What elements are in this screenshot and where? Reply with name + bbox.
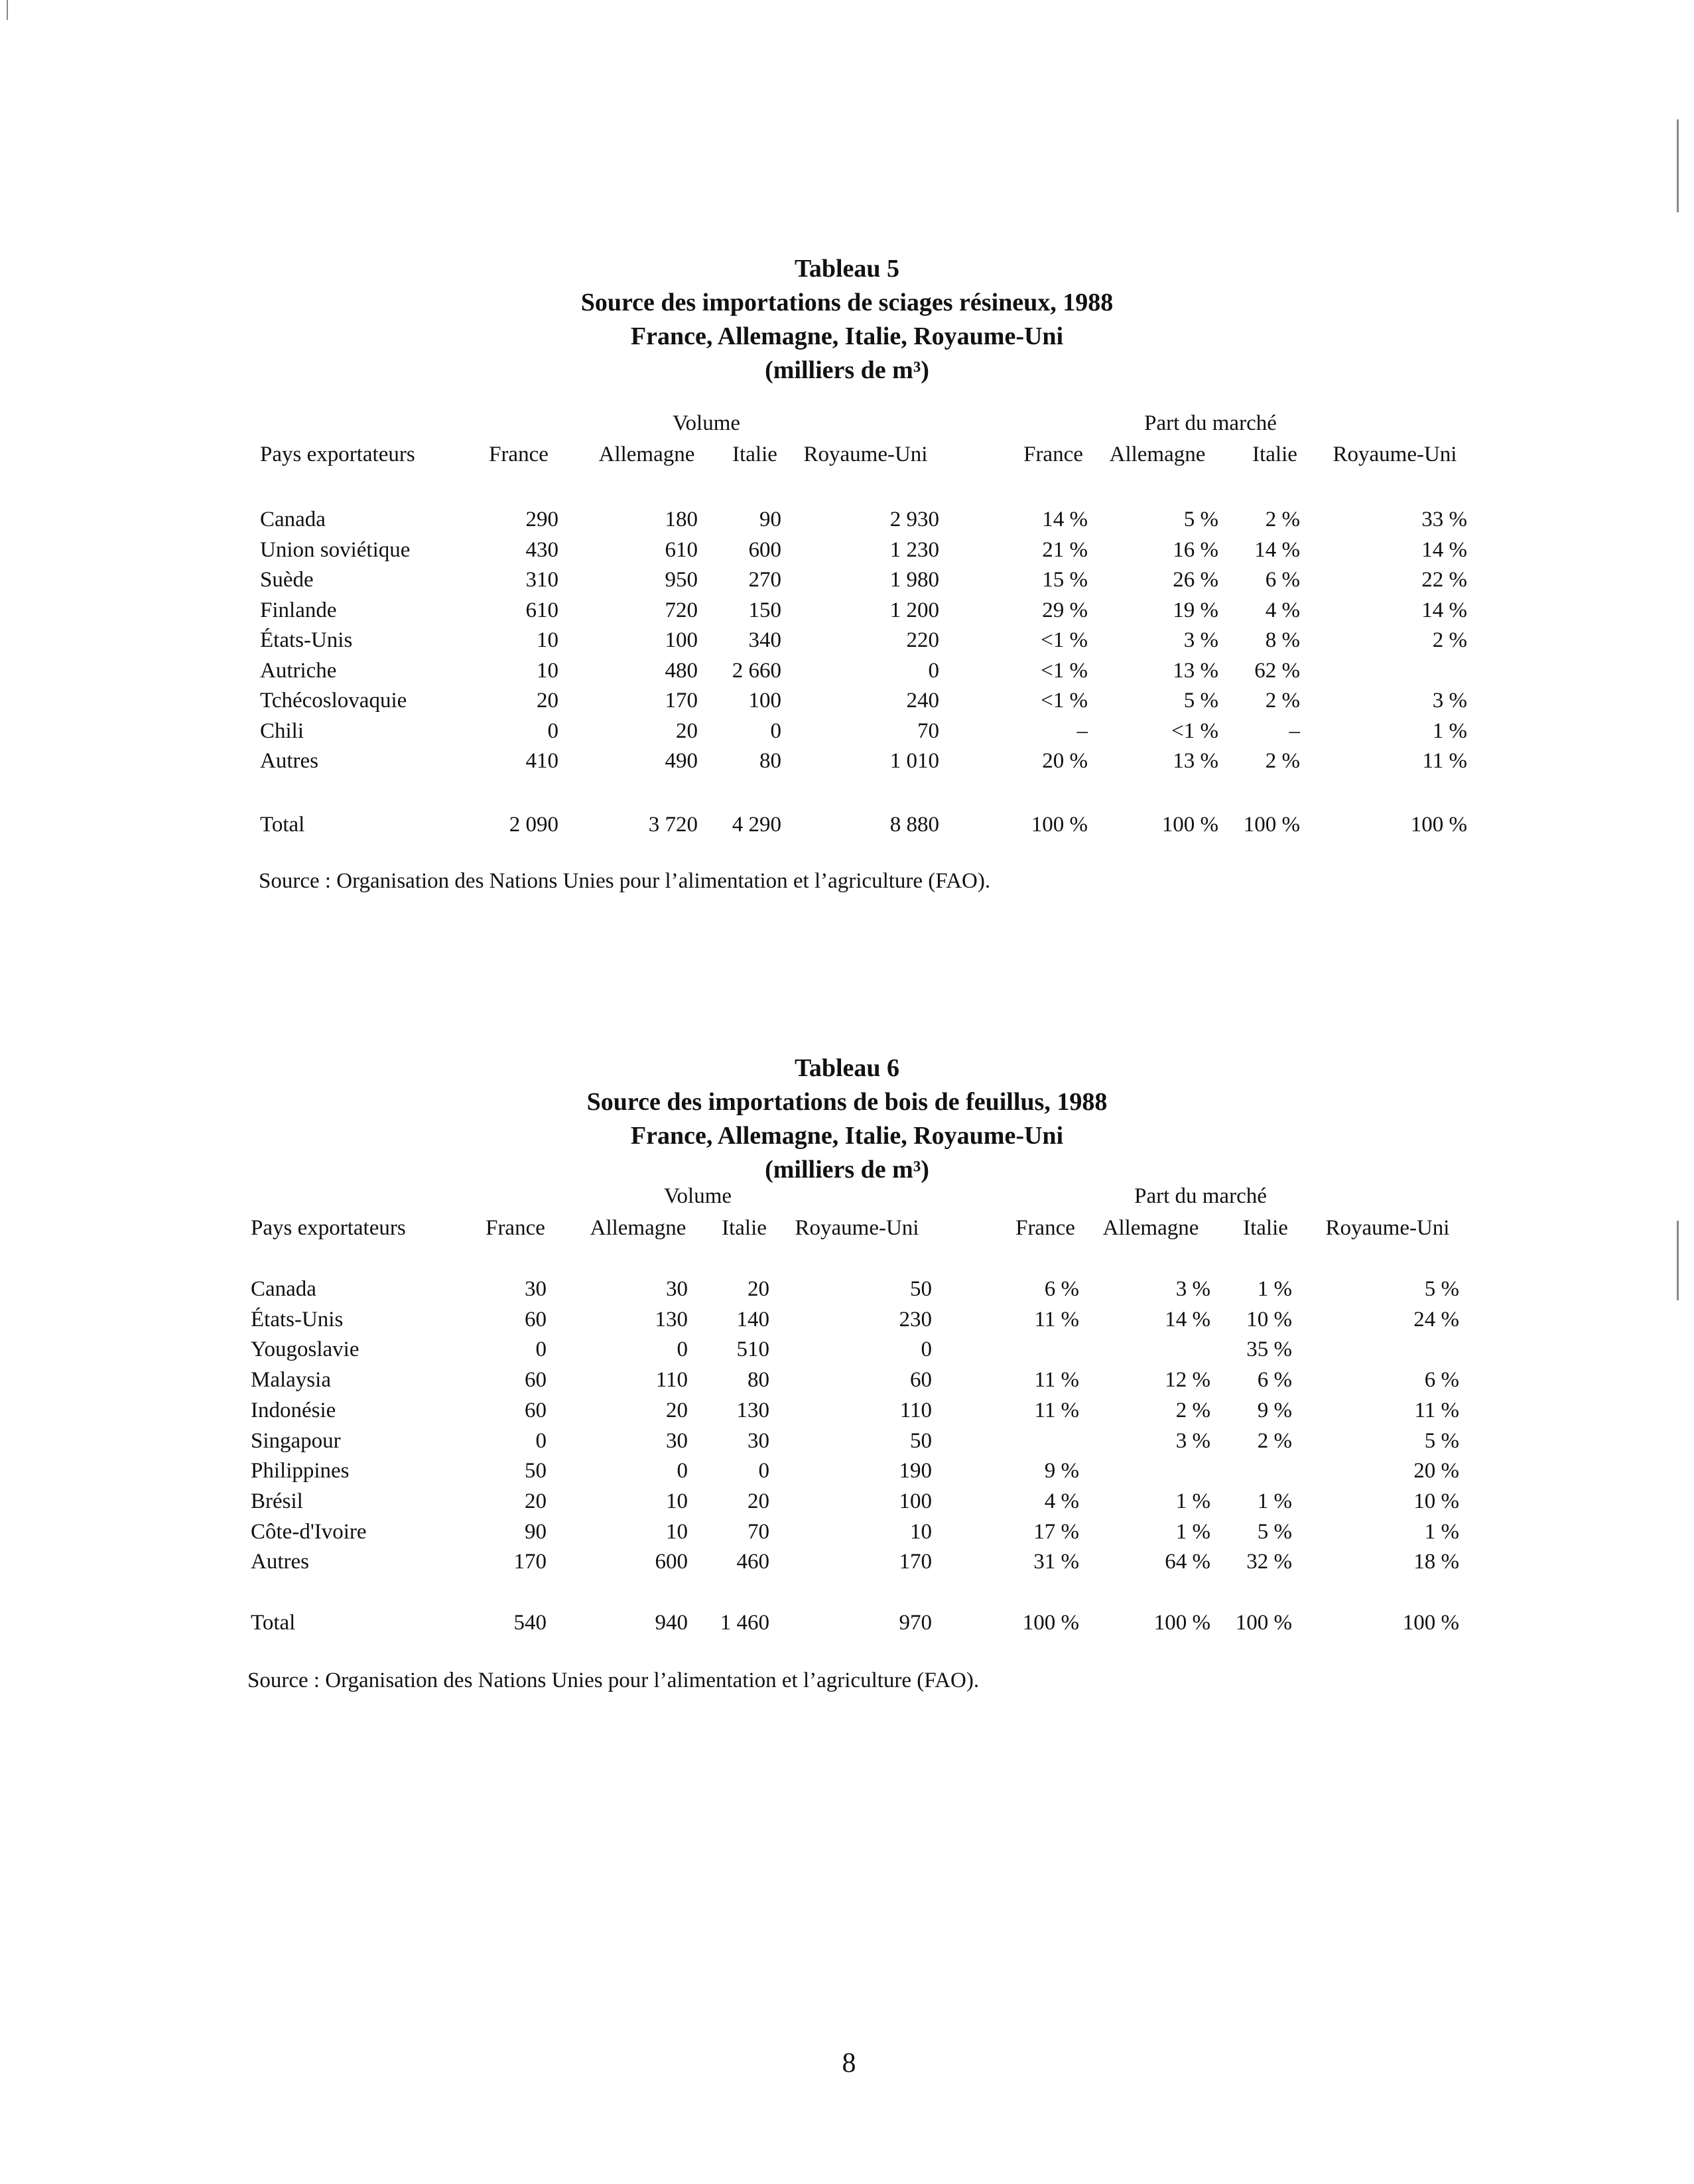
column-header: Royaume-Uni xyxy=(795,1216,919,1240)
row-value: 11 % xyxy=(1034,1368,1079,1393)
row-value: 11 % xyxy=(1422,749,1467,773)
row-value: <1 % xyxy=(1171,718,1218,743)
column-header: France xyxy=(1015,1216,1075,1240)
row-value: 150 xyxy=(748,598,781,622)
row-value: 30 xyxy=(525,1277,547,1301)
row-value: 3 720 xyxy=(648,813,698,837)
row-value: 0 xyxy=(535,1337,547,1362)
row-value: 21 % xyxy=(1042,537,1088,562)
row-value: 60 xyxy=(525,1368,547,1393)
row-value: 270 xyxy=(748,568,781,592)
row-value: 14 % xyxy=(1165,1307,1210,1331)
row-value: 32 % xyxy=(1246,1550,1292,1574)
row-value: 50 xyxy=(910,1277,932,1301)
row-value: 20 % xyxy=(1413,1459,1459,1483)
table-6-title xyxy=(0,1052,1694,1187)
row-value: 100 % xyxy=(1402,1611,1459,1635)
row-country: Autriche xyxy=(260,658,337,683)
row-value: 2 930 xyxy=(889,508,939,531)
row-country: Finlande xyxy=(260,598,337,622)
row-value: 20 % xyxy=(1042,749,1088,773)
row-value: 600 xyxy=(655,1550,688,1574)
row-country: Brésil xyxy=(251,1489,303,1513)
row-value: 20 xyxy=(676,718,698,743)
row-value: 70 xyxy=(917,718,939,743)
row-value: <1 % xyxy=(1041,658,1088,683)
row-value: 30 xyxy=(666,1277,688,1301)
row-value: 490 xyxy=(665,749,698,773)
row-value: 10 xyxy=(666,1519,688,1544)
column-header: Royaume-Uni xyxy=(1333,443,1457,466)
table-5-title xyxy=(0,252,1694,387)
row-value: 26 % xyxy=(1173,568,1218,592)
row-value: 30 xyxy=(666,1428,688,1453)
row-value: 0 xyxy=(535,1428,547,1453)
row-value: 33 % xyxy=(1421,508,1467,531)
row-value: 20 xyxy=(748,1489,769,1513)
row-value: 600 xyxy=(748,537,781,562)
row-value: 1 % xyxy=(1424,1519,1459,1544)
row-value: 16 % xyxy=(1173,537,1218,562)
row-value: 310 xyxy=(525,568,558,592)
group-header: Part du marché xyxy=(1134,1184,1267,1208)
row-value: 18 % xyxy=(1413,1550,1459,1574)
row-value: 17 % xyxy=(1033,1519,1079,1544)
row-value: 1 200 xyxy=(889,598,939,622)
row-value: 70 xyxy=(748,1519,769,1544)
row-value: 4 290 xyxy=(732,813,781,837)
row-country: États-Unis xyxy=(251,1307,344,1331)
row-value: 9 % xyxy=(1044,1459,1079,1483)
table-5-title-line-4: (milliers de m³) xyxy=(765,356,929,384)
row-value: 170 xyxy=(899,1550,932,1574)
column-header: Pays exportateurs xyxy=(251,1216,406,1240)
row-value: 3 % xyxy=(1432,689,1467,713)
column-header: Allemagne xyxy=(1102,1216,1199,1240)
column-header: France xyxy=(489,443,549,466)
row-value: 5 % xyxy=(1183,689,1218,713)
row-value: <1 % xyxy=(1041,689,1088,713)
row-value: 230 xyxy=(899,1307,932,1331)
row-value: 100 % xyxy=(1235,1611,1292,1635)
table-6-title-line-4: (milliers de m³) xyxy=(765,1156,929,1184)
row-value: 20 xyxy=(537,689,558,713)
row-value: 5 % xyxy=(1257,1519,1292,1544)
row-value: 10 xyxy=(537,628,558,652)
column-header: France xyxy=(1023,443,1083,466)
row-value: 19 % xyxy=(1173,598,1218,622)
row-country: Singapour xyxy=(251,1428,341,1453)
row-value: 10 xyxy=(666,1489,688,1513)
group-header: Part du marché xyxy=(1144,411,1277,435)
row-value: 14 % xyxy=(1254,537,1300,562)
row-value: 1 230 xyxy=(889,537,939,562)
row-value: 14 % xyxy=(1421,537,1467,562)
row-value: 22 % xyxy=(1421,568,1467,592)
row-country: États-Unis xyxy=(260,628,353,652)
row-country: Total xyxy=(251,1611,296,1635)
row-value: 0 xyxy=(921,1337,932,1362)
row-value: 190 xyxy=(899,1459,932,1483)
row-value: 14 % xyxy=(1421,598,1467,622)
row-value: 100 xyxy=(665,628,698,652)
row-value: 60 xyxy=(525,1398,547,1422)
row-value: 60 xyxy=(910,1368,932,1393)
row-country: Union soviétique xyxy=(260,537,411,562)
row-value: 1 % xyxy=(1257,1277,1292,1301)
row-value: 170 xyxy=(513,1550,547,1574)
table-6-title-line-2: Source des importations de bois de feuillus, 1988 xyxy=(586,1088,1108,1116)
row-country: Canada xyxy=(251,1277,316,1301)
row-value: 2 % xyxy=(1265,749,1300,773)
row-value: 100 % xyxy=(1153,1611,1210,1635)
row-value: 20 xyxy=(748,1277,769,1301)
table-6-title-line-1: Tableau 6 xyxy=(794,1054,900,1082)
table-6-source: Source : Organisation des Nations Unies pour l’alimentation et l’agriculture (FAO). xyxy=(247,1669,980,1692)
row-value: 13 % xyxy=(1173,749,1218,773)
row-value: 130 xyxy=(655,1307,688,1331)
row-value: 2 % xyxy=(1265,508,1300,531)
row-value: 11 % xyxy=(1414,1398,1459,1422)
row-country: Suède xyxy=(260,568,314,592)
row-value: 340 xyxy=(748,628,781,652)
row-value: 2 660 xyxy=(732,658,781,683)
group-header: Volume xyxy=(672,411,741,435)
row-value: 11 % xyxy=(1034,1398,1079,1422)
row-value: 6 % xyxy=(1044,1277,1079,1301)
table-5-title-line-2: Source des importations de sciages résineux, 1988 xyxy=(580,289,1114,316)
row-value: 50 xyxy=(910,1428,932,1453)
row-country: Yougoslavie xyxy=(251,1337,359,1362)
row-value: 13 % xyxy=(1173,658,1218,683)
row-value: 30 xyxy=(748,1428,769,1453)
row-value: 5 % xyxy=(1424,1277,1459,1301)
table-5-title-line-3: France, Allemagne, Italie, Royaume-Uni xyxy=(630,322,1064,350)
row-value: 480 xyxy=(665,658,698,683)
table-5-title-line-1: Tableau 5 xyxy=(794,255,900,283)
row-value: 0 xyxy=(758,1459,769,1483)
row-value: – xyxy=(1289,718,1300,743)
row-value: 940 xyxy=(655,1611,688,1635)
row-value: 20 xyxy=(525,1489,547,1513)
row-value: 4 % xyxy=(1044,1489,1079,1513)
row-value: 110 xyxy=(899,1398,932,1422)
row-value: 1 % xyxy=(1175,1489,1210,1513)
row-value: 100 % xyxy=(1031,813,1088,837)
row-value: 12 % xyxy=(1165,1368,1210,1393)
row-value: 100 % xyxy=(1022,1611,1079,1635)
row-value: 3 % xyxy=(1175,1428,1210,1453)
row-value: <1 % xyxy=(1041,628,1088,652)
row-value: 6 % xyxy=(1424,1368,1459,1393)
row-value: 970 xyxy=(899,1611,932,1635)
row-value: 10 % xyxy=(1413,1489,1459,1513)
column-header: Royaume-Uni xyxy=(803,443,928,466)
column-header: Italie xyxy=(1243,1216,1288,1240)
row-country: Canada xyxy=(260,508,326,531)
row-value: 130 xyxy=(736,1398,769,1422)
scan-edge-mark xyxy=(1677,119,1679,212)
row-value: 290 xyxy=(525,508,558,531)
row-country: Indonésie xyxy=(251,1398,336,1422)
row-value: 2 090 xyxy=(509,813,558,837)
row-value: 90 xyxy=(525,1519,547,1544)
row-value: 720 xyxy=(665,598,698,622)
column-header: Royaume-Uni xyxy=(1325,1216,1450,1240)
row-value: 20 xyxy=(666,1398,688,1422)
row-country: Tchécoslovaquie xyxy=(260,689,407,713)
row-value: 90 xyxy=(759,508,781,531)
row-value: 6 % xyxy=(1257,1368,1292,1393)
row-value: 110 xyxy=(655,1368,688,1393)
row-value: 100 % xyxy=(1161,813,1218,837)
row-value: 2 % xyxy=(1257,1428,1292,1453)
row-value: 2 % xyxy=(1175,1398,1210,1422)
column-header: Allemagne xyxy=(590,1216,686,1240)
column-header: Italie xyxy=(722,1216,767,1240)
row-value: 15 % xyxy=(1042,568,1088,592)
row-value: 4 % xyxy=(1265,598,1300,622)
row-value: 410 xyxy=(525,749,558,773)
column-header: Pays exportateurs xyxy=(260,443,415,466)
row-value: 540 xyxy=(513,1611,547,1635)
column-header: Allemagne xyxy=(1109,443,1206,466)
group-header: Volume xyxy=(663,1184,732,1208)
row-value: 9 % xyxy=(1257,1398,1292,1422)
row-value: 0 xyxy=(677,1459,688,1483)
row-value: 10 % xyxy=(1246,1307,1292,1331)
column-header: Italie xyxy=(1252,443,1297,466)
row-value: 0 xyxy=(928,658,939,683)
row-value: 11 % xyxy=(1034,1307,1079,1331)
row-value: 62 % xyxy=(1254,658,1300,683)
row-value: 430 xyxy=(525,537,558,562)
row-value: 170 xyxy=(665,689,698,713)
row-value: 1 980 xyxy=(889,568,939,592)
row-value: 2 % xyxy=(1432,628,1467,652)
row-value: 1 460 xyxy=(720,1611,769,1635)
scan-edge-mark xyxy=(7,0,8,20)
row-country: Côte-d'Ivoire xyxy=(251,1519,367,1544)
row-value: 220 xyxy=(906,628,939,652)
row-country: Autres xyxy=(251,1550,309,1574)
row-value: 180 xyxy=(665,508,698,531)
row-country: Autres xyxy=(260,749,318,773)
row-country: Malaysia xyxy=(251,1368,331,1393)
row-value: 1 % xyxy=(1432,718,1467,743)
row-value: 0 xyxy=(677,1337,688,1362)
row-country: Chili xyxy=(260,718,304,743)
row-value: 10 xyxy=(910,1519,932,1544)
row-value: 10 xyxy=(537,658,558,683)
row-value: 5 % xyxy=(1424,1428,1459,1453)
row-value: 8 % xyxy=(1265,628,1300,652)
row-value: 29 % xyxy=(1042,598,1088,622)
row-value: 24 % xyxy=(1413,1307,1459,1331)
row-value: 140 xyxy=(736,1307,769,1331)
row-value: 100 xyxy=(899,1489,932,1513)
row-value: 0 xyxy=(547,718,558,743)
row-value: 80 xyxy=(759,749,781,773)
row-value: 64 % xyxy=(1165,1550,1210,1574)
row-value: 3 % xyxy=(1175,1277,1210,1301)
row-value: – xyxy=(1076,718,1088,743)
table-5-source: Source : Organisation des Nations Unies pour l’alimentation et l’agriculture (FAO). xyxy=(259,869,991,893)
row-value: 31 % xyxy=(1033,1550,1079,1574)
row-value: 1 010 xyxy=(889,749,939,773)
row-value: 8 880 xyxy=(889,813,939,837)
page-number: 8 xyxy=(842,2048,856,2079)
row-value: 610 xyxy=(665,537,698,562)
row-value: 100 % xyxy=(1243,813,1300,837)
row-value: 1 % xyxy=(1257,1489,1292,1513)
column-header: Allemagne xyxy=(598,443,695,466)
row-value: 50 xyxy=(525,1459,547,1483)
row-value: 3 % xyxy=(1183,628,1218,652)
row-value: 35 % xyxy=(1246,1337,1292,1362)
row-value: 240 xyxy=(906,689,939,713)
row-value: 14 % xyxy=(1042,508,1088,531)
row-value: 2 % xyxy=(1265,689,1300,713)
row-value: 1 % xyxy=(1175,1519,1210,1544)
row-country: Philippines xyxy=(251,1459,350,1483)
scan-edge-mark xyxy=(1677,1221,1679,1300)
row-value: 950 xyxy=(665,568,698,592)
row-value: 510 xyxy=(736,1337,769,1362)
row-value: 100 % xyxy=(1410,813,1467,837)
row-country: Total xyxy=(260,813,305,837)
row-value: 610 xyxy=(525,598,558,622)
row-value: 80 xyxy=(748,1368,769,1393)
row-value: 5 % xyxy=(1183,508,1218,531)
row-value: 6 % xyxy=(1265,568,1300,592)
column-header: France xyxy=(486,1216,545,1240)
row-value: 460 xyxy=(736,1550,769,1574)
row-value: 0 xyxy=(770,718,781,743)
row-value: 100 xyxy=(748,689,781,713)
table-6-title-line-3: France, Allemagne, Italie, Royaume-Uni xyxy=(630,1122,1064,1150)
row-value: 60 xyxy=(525,1307,547,1331)
column-header: Italie xyxy=(732,443,777,466)
